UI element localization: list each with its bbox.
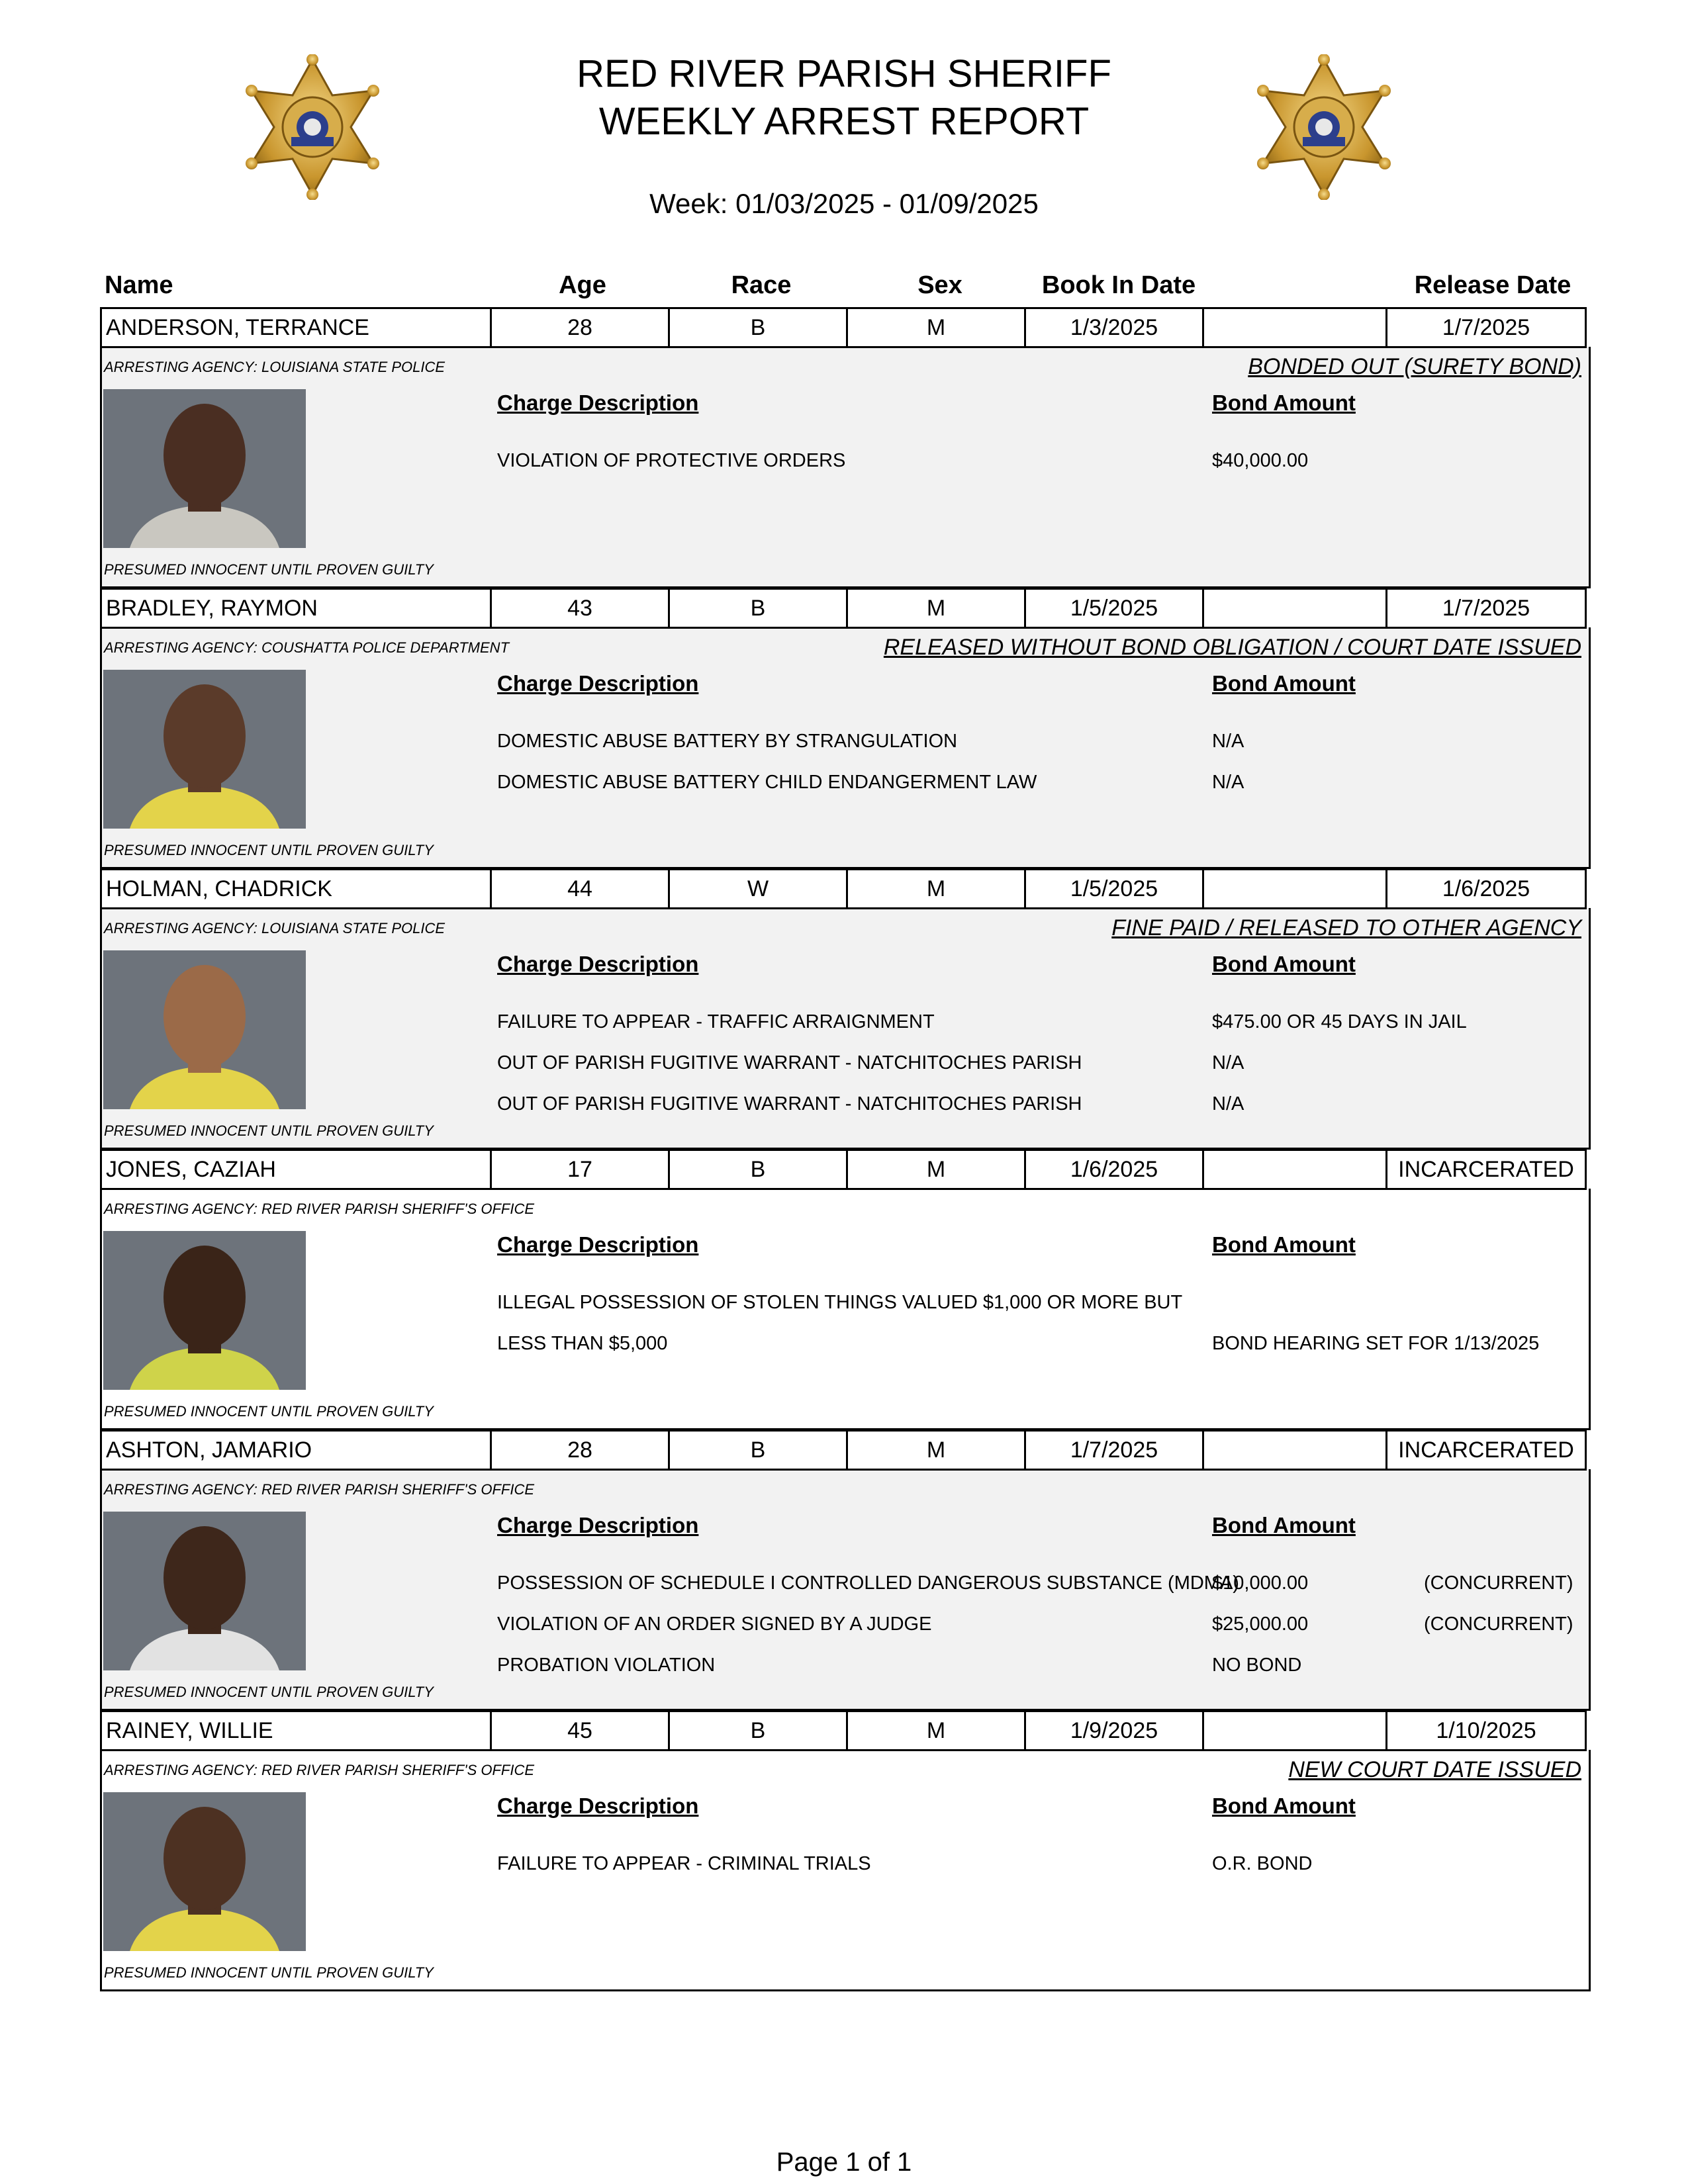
arresting-agency: ARRESTING AGENCY: LOUISIANA STATE POLICE — [104, 920, 445, 936]
arrestee-race: B — [668, 588, 848, 629]
charge-description-heading: Charge Description — [497, 1794, 699, 1818]
mugshot-photo — [103, 1792, 306, 1951]
bond-amount: $25,000.00 — [1212, 1614, 1309, 1635]
bond-amount: $40,000.00 — [1212, 450, 1309, 471]
arrestee-name: BRADLEY, RAYMON — [100, 588, 492, 629]
mugshot-photo — [103, 950, 306, 1109]
bond-amount-heading: Bond Amount — [1212, 952, 1356, 976]
arrestee-sex: M — [846, 1710, 1026, 1751]
arresting-agency: ARRESTING AGENCY: COUSHATTA POLICE DEPARTMENT — [104, 639, 510, 656]
bond-amount: N/A — [1212, 731, 1244, 752]
arrestee-age: 28 — [490, 307, 670, 348]
arrest-record — [100, 588, 1589, 868]
charge-description: DOMESTIC ABUSE BATTERY BY STRANGULATION — [497, 731, 958, 752]
bond-amount-heading: Bond Amount — [1212, 1794, 1356, 1818]
arrestee-age: 17 — [490, 1149, 670, 1190]
report-title-line1: RED RIVER PARISH SHERIFF — [577, 52, 1111, 95]
release-status: NEW COURT DATE ISSUED — [1288, 1757, 1581, 1782]
page-number: Page 1 of 1 — [776, 2148, 912, 2177]
release-date-spacer — [1202, 307, 1385, 348]
arrestee-name: JONES, CAZIAH — [100, 1149, 492, 1190]
arrestee-race: B — [668, 1149, 848, 1190]
bond-amount: O.R. BOND — [1212, 1853, 1313, 1874]
arrestee-sex: M — [846, 588, 1026, 629]
charge-description: PROBATION VIOLATION — [497, 1655, 716, 1676]
book-in-date: 1/7/2025 — [1024, 1430, 1204, 1471]
mugshot-photo — [103, 670, 306, 829]
bond-amount: NO BOND — [1212, 1655, 1302, 1676]
arrestee-name: RAINEY, WILLIE — [100, 1710, 492, 1751]
release-date-spacer — [1202, 1710, 1385, 1751]
arrestee-name: ANDERSON, TERRANCE — [100, 307, 492, 348]
arrestee-sex: M — [846, 1430, 1026, 1471]
charge-description-heading: Charge Description — [497, 1513, 699, 1537]
release-date-spacer — [1202, 1149, 1385, 1190]
charge-description-heading: Charge Description — [497, 1232, 699, 1257]
presumed-innocent-notice: PRESUMED INNOCENT UNTIL PROVEN GUILTY — [104, 1403, 434, 1420]
column-header-release-date: Release Date — [1414, 271, 1571, 299]
charge-description: POSSESSION OF SCHEDULE I CONTROLLED DANGEROUS SUBSTANCE (MDMA) — [497, 1572, 1239, 1594]
arrest-record — [100, 1149, 1589, 1430]
release-status: FINE PAID / RELEASED TO OTHER AGENCY — [1111, 915, 1581, 940]
release-status: RELEASED WITHOUT BOND OBLIGATION / COURT DATE ISSUED — [883, 635, 1581, 660]
release-date: 1/10/2025 — [1385, 1710, 1587, 1751]
presumed-innocent-notice: PRESUMED INNOCENT UNTIL PROVEN GUILTY — [104, 561, 434, 578]
charge-description: ILLEGAL POSSESSION OF STOLEN THINGS VALUED $1,000 OR MORE BUT — [497, 1292, 1183, 1313]
release-date-spacer — [1202, 868, 1385, 909]
arrestee-sex: M — [846, 868, 1026, 909]
arresting-agency: ARRESTING AGENCY: RED RIVER PARISH SHERIFF'S OFFICE — [104, 1201, 535, 1217]
arrestee-name: HOLMAN, CHADRICK — [100, 868, 492, 909]
arresting-agency: ARRESTING AGENCY: LOUISIANA STATE POLICE — [104, 359, 445, 375]
presumed-innocent-notice: PRESUMED INNOCENT UNTIL PROVEN GUILTY — [104, 1684, 434, 1700]
charge-description: OUT OF PARISH FUGITIVE WARRANT - NATCHITOCHES PARISH — [497, 1093, 1082, 1115]
column-header-sex: Sex — [917, 271, 962, 299]
arrest-record — [100, 307, 1589, 588]
mugshot-photo — [103, 1231, 306, 1390]
charge-description-heading: Charge Description — [497, 952, 699, 976]
bond-amount: $475.00 OR 45 DAYS IN JAIL — [1212, 1011, 1467, 1032]
release-date-spacer — [1202, 1430, 1385, 1471]
book-in-date: 1/5/2025 — [1024, 868, 1204, 909]
release-date: INCARCERATED — [1385, 1149, 1587, 1190]
charge-description: OUT OF PARISH FUGITIVE WARRANT - NATCHITOCHES PARISH — [497, 1052, 1082, 1073]
presumed-innocent-notice: PRESUMED INNOCENT UNTIL PROVEN GUILTY — [104, 842, 434, 858]
arrestee-race: B — [668, 1430, 848, 1471]
arresting-agency: ARRESTING AGENCY: RED RIVER PARISH SHERIFF'S OFFICE — [104, 1762, 535, 1778]
arrestee-race: W — [668, 868, 848, 909]
bond-note: (CONCURRENT) — [1424, 1614, 1573, 1635]
book-in-date: 1/9/2025 — [1024, 1710, 1204, 1751]
charge-description: LESS THAN $5,000 — [497, 1333, 668, 1354]
book-in-date: 1/5/2025 — [1024, 588, 1204, 629]
bond-amount: N/A — [1212, 1052, 1244, 1073]
mugshot-photo — [103, 389, 306, 548]
arrestee-age: 44 — [490, 868, 670, 909]
charge-description: VIOLATION OF AN ORDER SIGNED BY A JUDGE — [497, 1614, 932, 1635]
arrestee-age: 28 — [490, 1430, 670, 1471]
arrestee-race: B — [668, 307, 848, 348]
arresting-agency: ARRESTING AGENCY: RED RIVER PARISH SHERIFF'S OFFICE — [104, 1481, 535, 1498]
arrestee-sex: M — [846, 1149, 1026, 1190]
bond-amount-heading: Bond Amount — [1212, 1513, 1356, 1537]
charge-description: DOMESTIC ABUSE BATTERY CHILD ENDANGERMENT LAW — [497, 772, 1037, 793]
release-date: 1/7/2025 — [1385, 588, 1587, 629]
bond-amount-heading: Bond Amount — [1212, 671, 1356, 696]
release-status: BONDED OUT (SURETY BOND) — [1248, 354, 1581, 379]
charge-description-heading: Charge Description — [497, 390, 699, 415]
bond-note: (CONCURRENT) — [1424, 1572, 1573, 1594]
charge-description: FAILURE TO APPEAR - CRIMINAL TRIALS — [497, 1853, 871, 1874]
bond-amount: N/A — [1212, 772, 1244, 793]
release-date-spacer — [1202, 588, 1385, 629]
bond-amount: $10,000.00 — [1212, 1572, 1309, 1594]
column-header-race: Race — [731, 271, 792, 299]
bond-amount: BOND HEARING SET FOR 1/13/2025 — [1212, 1333, 1540, 1354]
presumed-innocent-notice: PRESUMED INNOCENT UNTIL PROVEN GUILTY — [104, 1964, 434, 1981]
release-date: INCARCERATED — [1385, 1430, 1587, 1471]
bond-amount: N/A — [1212, 1093, 1244, 1115]
presumed-innocent-notice: PRESUMED INNOCENT UNTIL PROVEN GUILTY — [104, 1122, 434, 1139]
column-header-name: Name — [105, 271, 173, 299]
arrestee-race: B — [668, 1710, 848, 1751]
arrestee-age: 43 — [490, 588, 670, 629]
arrest-record — [100, 1710, 1589, 1991]
column-header-book-in-date: Book In Date — [1041, 271, 1196, 299]
mugshot-photo — [103, 1512, 306, 1670]
book-in-date: 1/6/2025 — [1024, 1149, 1204, 1190]
arrest-record — [100, 868, 1589, 1149]
release-date: 1/7/2025 — [1385, 307, 1587, 348]
arrestee-name: ASHTON, JAMARIO — [100, 1430, 492, 1471]
charge-description: FAILURE TO APPEAR - TRAFFIC ARRAIGNMENT — [497, 1011, 935, 1032]
arrestee-age: 45 — [490, 1710, 670, 1751]
charge-description-heading: Charge Description — [497, 671, 699, 696]
column-header-age: Age — [559, 271, 606, 299]
bond-amount-heading: Bond Amount — [1212, 1232, 1356, 1257]
release-date: 1/6/2025 — [1385, 868, 1587, 909]
charge-description: VIOLATION OF PROTECTIVE ORDERS — [497, 450, 846, 471]
report-title-line2: WEEKLY ARREST REPORT — [598, 100, 1090, 143]
bond-amount-heading: Bond Amount — [1212, 390, 1356, 415]
report-week: Week: 01/03/2025 - 01/09/2025 — [649, 188, 1039, 219]
book-in-date: 1/3/2025 — [1024, 307, 1204, 348]
arrest-record — [100, 1430, 1589, 1710]
arrestee-sex: M — [846, 307, 1026, 348]
